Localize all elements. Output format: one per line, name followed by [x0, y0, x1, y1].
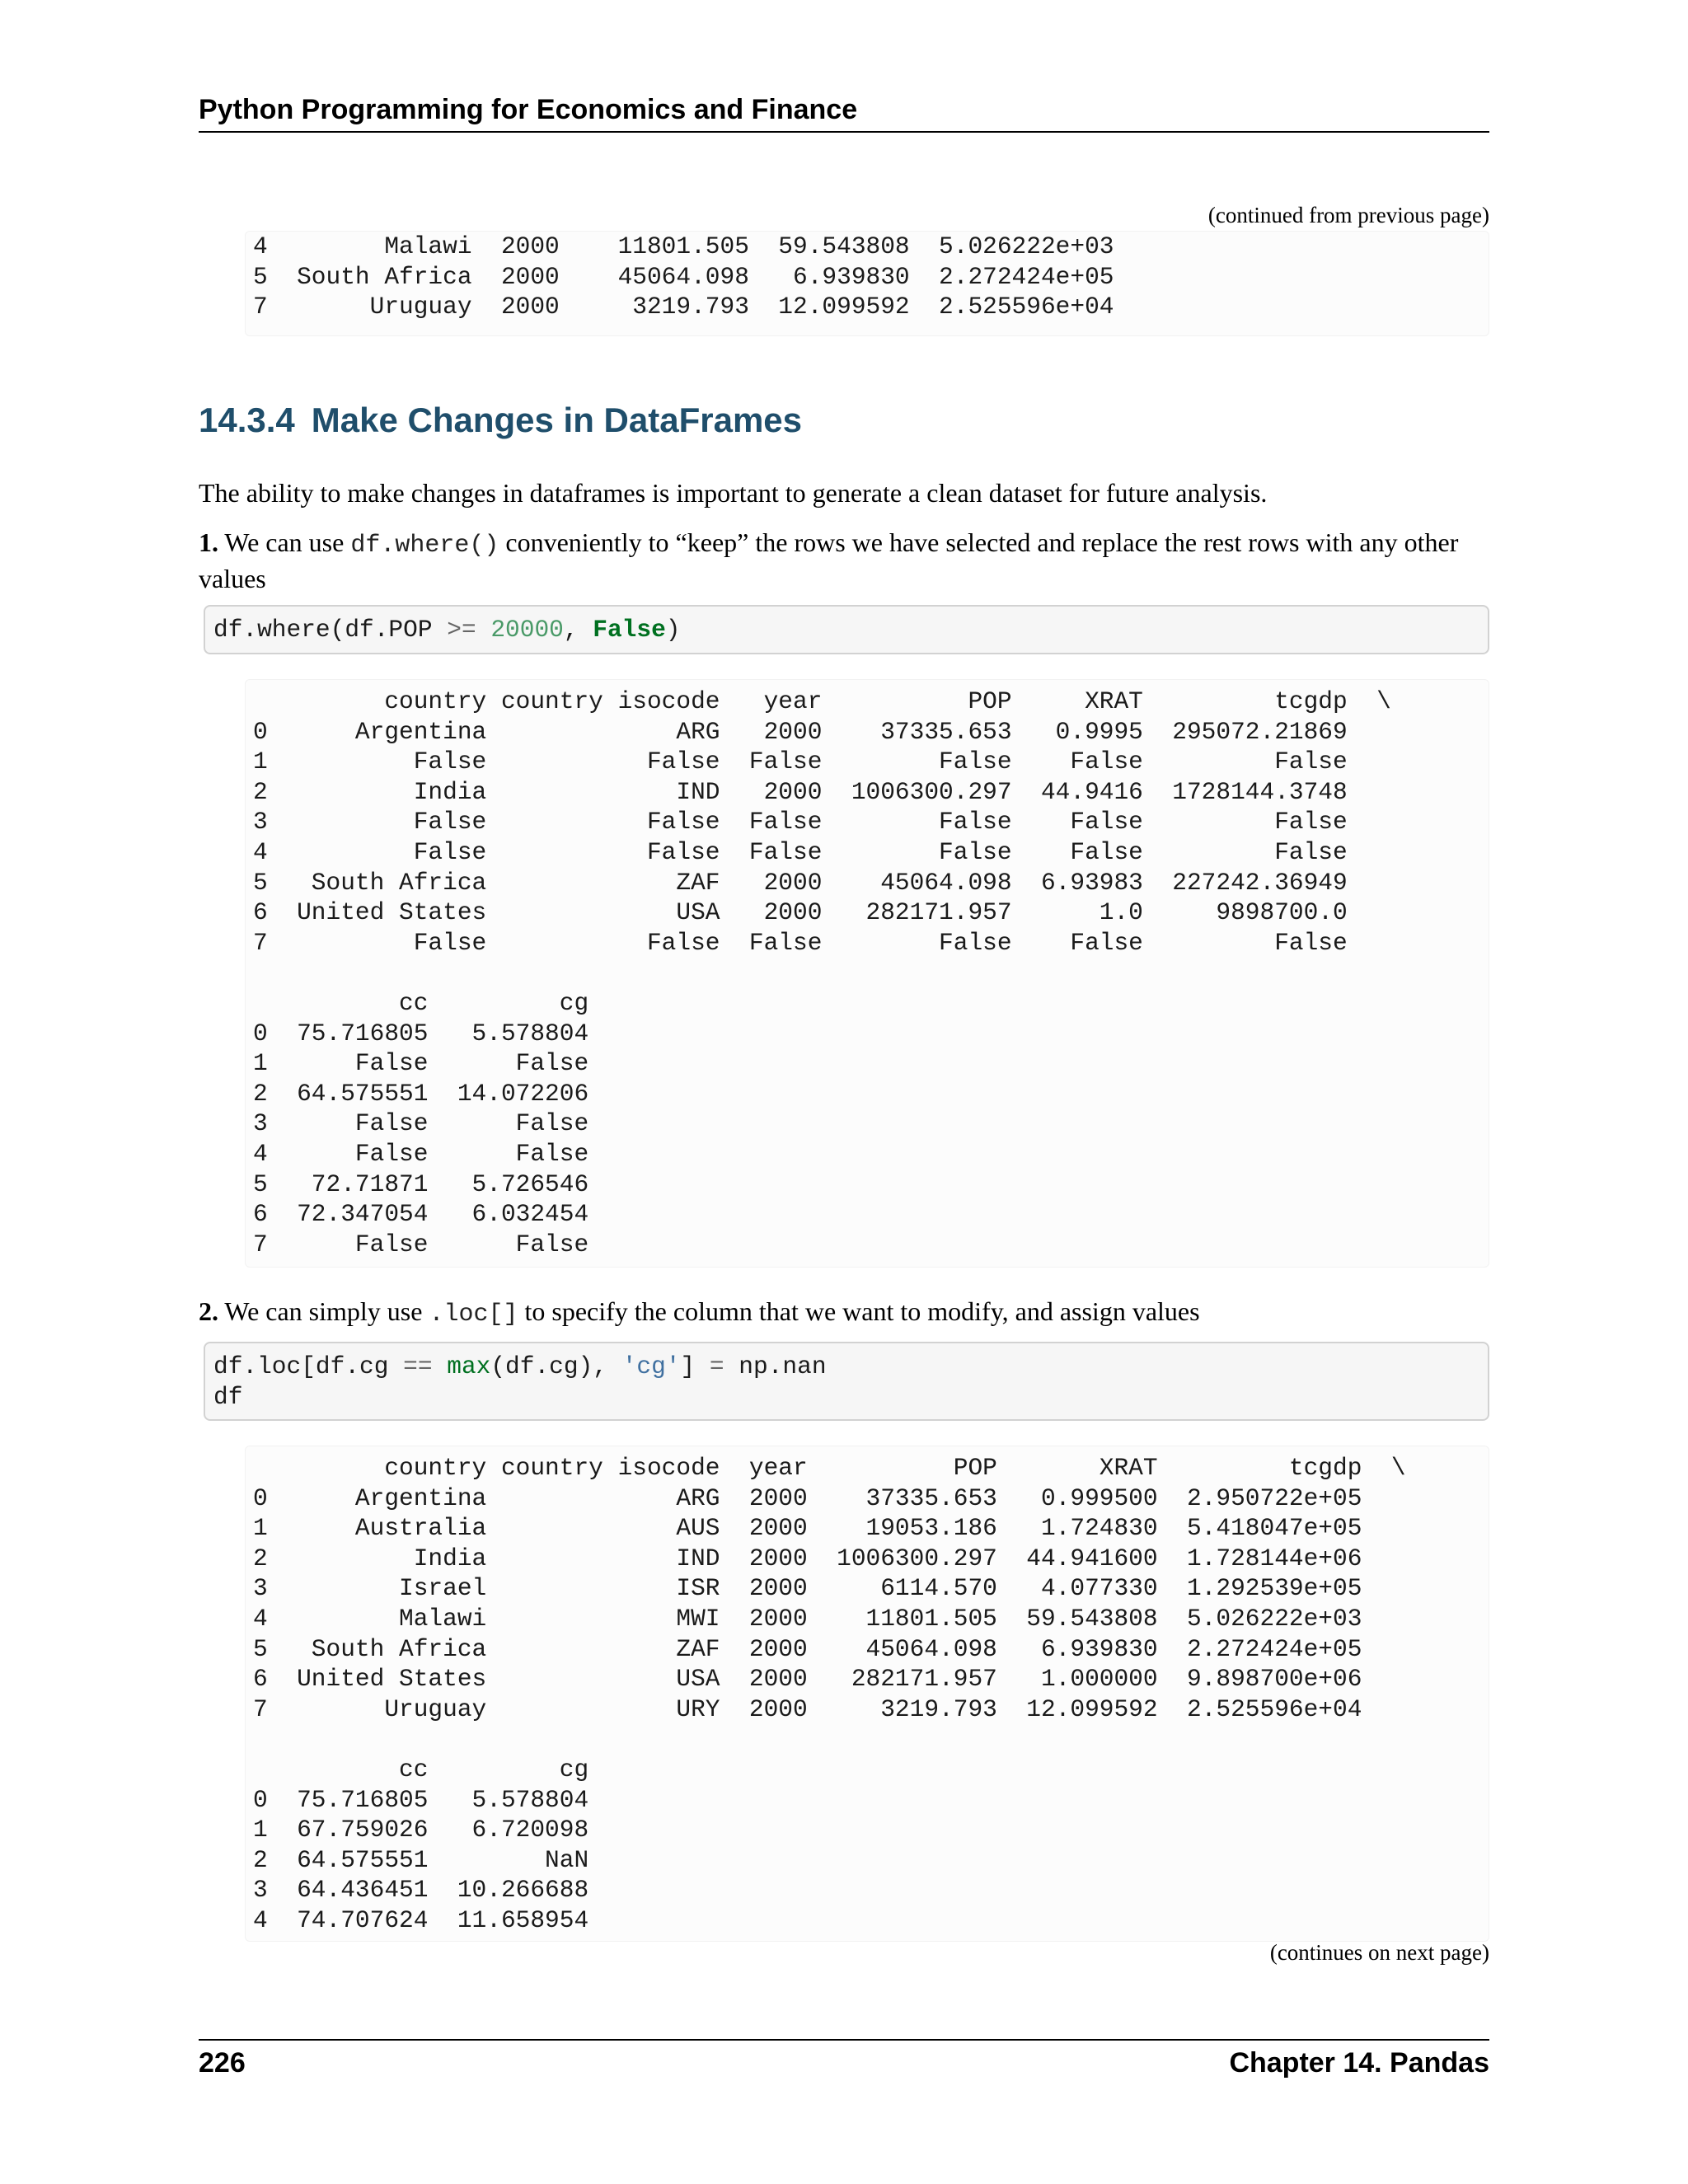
output-line: 2 India IND 2000 1006300.297 44.9416 1728144.3748: [253, 777, 1348, 806]
output-line: 0 Argentina ARG 2000 37335.653 0.9995 295072.21869: [253, 717, 1348, 746]
output-text: [253, 1446, 1489, 1936]
step-2-number: 2.: [199, 1296, 218, 1326]
step-1-text-before: We can use: [224, 527, 345, 557]
section-title: Make Changes in DataFrames: [311, 401, 802, 439]
output-line: 6 72.347054 6.032454: [253, 1200, 589, 1229]
output-line: country country isocode year POP XRAT tcgdp \: [253, 1454, 1406, 1482]
running-head: Python Programming for Economics and Finance: [199, 94, 1489, 133]
output-line: 7 False False: [253, 1230, 589, 1258]
output-line: 7 Uruguay URY 2000 3219.793 12.099592 2.525596e+04: [253, 1694, 1362, 1723]
output-line: 3 False False: [253, 1109, 589, 1138]
output-line: 4 74.707624 11.658954: [253, 1905, 589, 1934]
code-input-loc: [204, 1342, 1489, 1421]
step-2-inline-code: .loc[]: [429, 1301, 518, 1329]
output-line: 0 75.716805 5.578804: [253, 1019, 589, 1047]
output-line: 2 64.575551 NaN: [253, 1845, 589, 1874]
section-heading: [199, 401, 802, 440]
output-line: 3 64.436451 10.266688: [253, 1876, 589, 1905]
step-2-paragraph: [199, 1295, 1489, 1331]
output-line: 4 False False: [253, 1139, 589, 1168]
step-1-text-after: conveniently to “keep” the rows we have selected and replace the rest rows with any other values: [199, 527, 1459, 593]
output-line: 5 72.71871 5.726546: [253, 1169, 589, 1198]
code-line: df.where(df.POP >= 20000, False): [213, 616, 681, 644]
intro-paragraph: The ability to make changes in dataframes is important to generate a clean dataset for future analysis.: [199, 478, 1268, 508]
output-line: 1 False False: [253, 1049, 589, 1078]
continued-from-previous-note: (continued from previous page): [1207, 203, 1489, 227]
output-text: [253, 680, 1489, 1259]
section-number: 14.3.4: [199, 401, 295, 439]
step-1-number: 1.: [199, 527, 218, 557]
output-line: 5 South Africa ZAF 2000 45064.098 6.93983 227242.36949: [253, 868, 1348, 897]
output-line: 4 Malawi MWI 2000 11801.505 59.543808 5.026222e+03: [253, 1604, 1362, 1633]
continues-on-next-note: (continues on next page): [1269, 1940, 1489, 1965]
page-number: 226: [199, 2047, 246, 2079]
output-line: cc cg: [253, 988, 589, 1017]
output-line: 2 64.575551 14.072206: [253, 1079, 589, 1108]
code-input-where: [204, 605, 1489, 654]
output-line: 4 False False False False False False: [253, 837, 1348, 866]
step-2-text-after: to specify the column that we want to modify, and assign values: [524, 1296, 1200, 1326]
output-block-loc: [245, 1446, 1489, 1942]
output-line: 0 Argentina ARG 2000 37335.653 0.999500 2.950722e+05: [253, 1483, 1362, 1512]
chapter-label: Chapter 14. Pandas: [1229, 2047, 1489, 2079]
output-line: 5 South Africa ZAF 2000 45064.098 6.939830 2.272424e+05: [253, 1634, 1362, 1663]
output-line: 6 United States USA 2000 282171.957 1.000000 9.898700e+06: [253, 1665, 1362, 1694]
output-line: country country isocode year POP XRAT tcgdp \: [253, 687, 1391, 715]
output-line: 1 Australia AUS 2000 19053.186 1.724830 5.418047e+05: [253, 1514, 1362, 1543]
output-line: 6 United States USA 2000 282171.957 1.0 9898700.0: [253, 898, 1348, 927]
output-line: 2 India IND 2000 1006300.297 44.941600 1.728144e+06: [253, 1544, 1362, 1572]
output-line: 3 False False False False False False: [253, 808, 1348, 837]
output-line: 1 False False False False False False: [253, 748, 1348, 776]
step-1-inline-code: df.where(): [350, 532, 499, 560]
output-block-where: [245, 679, 1489, 1268]
output-line: 1 67.759026 6.720098: [253, 1816, 589, 1844]
output-line: 7 False False False False False False: [253, 928, 1348, 957]
output-line: 5 South Africa 2000 45064.098 6.939830 2.272424e+05: [253, 262, 1114, 291]
output-block-continued: [245, 231, 1489, 336]
output-line: 7 Uruguay 2000 3219.793 12.099592 2.525596e+04: [253, 293, 1114, 321]
step-1-paragraph: [199, 526, 1489, 595]
output-line: 4 Malawi 2000 11801.505 59.543808 5.026222e+03: [253, 232, 1114, 260]
output-line: cc cg: [253, 1755, 589, 1783]
footer-rule: [199, 2039, 1489, 2041]
output-text: [253, 232, 1489, 322]
code-lines: df.loc[df.cg == max(df.cg), 'cg'] = np.nan df: [213, 1352, 827, 1411]
output-line: 3 Israel ISR 2000 6114.570 4.077330 1.292539e+05: [253, 1574, 1362, 1603]
output-line: 0 75.716805 5.578804: [253, 1785, 589, 1814]
step-2-text-before: We can simply use: [224, 1296, 423, 1326]
